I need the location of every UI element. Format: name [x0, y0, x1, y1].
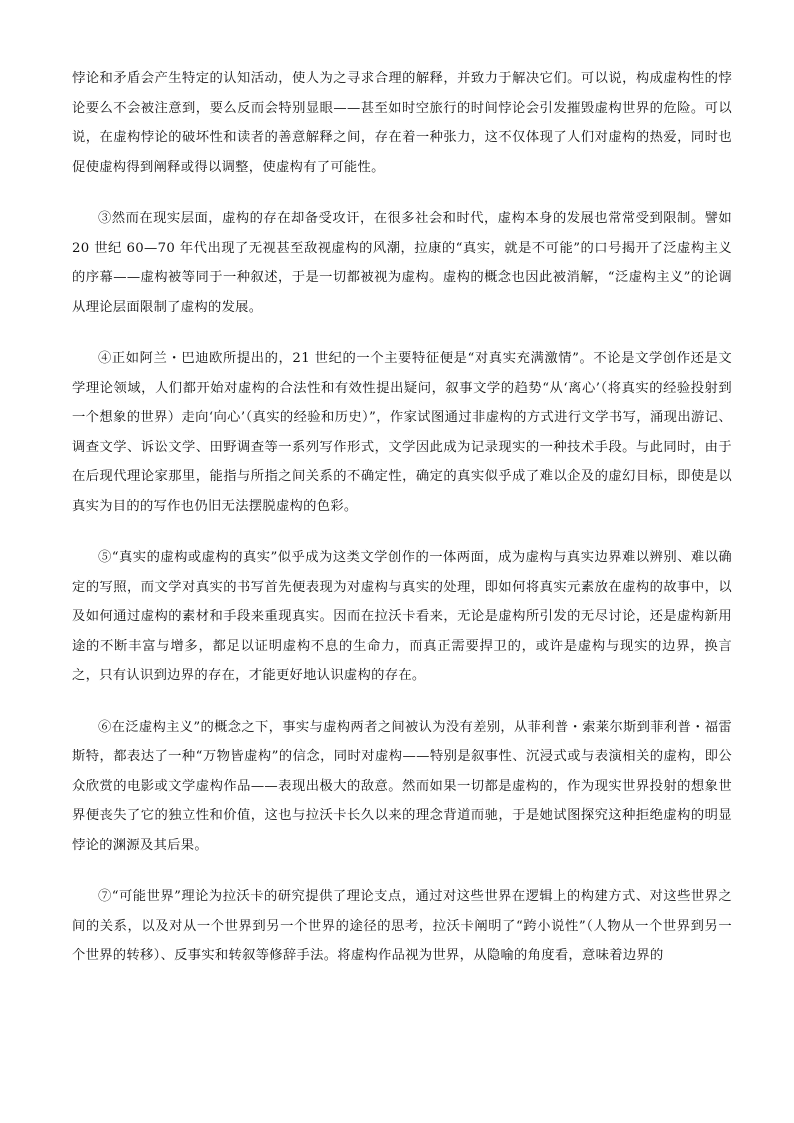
paragraph-4: ④正如阿兰・巴迪欧所提出的，21 世纪的一个主要特征便是“对真实充满激情”。不论是文学创作还是文学理论领域，人们都开始对虚构的合法性和有效性提出疑问，叙事文学的趋势“从‘离心’（将真实的经验投射到一个想象的世界）走向‘向心’（真实的经验和历史）”，作家试图通过非虚构的方式进行文学书写，涌现出游记、调查文学、诉讼文学、田野调查等一系列写作形式，文学因此成为记录现实的一种技术手段。与此同时，由于在后现代理论家那里，能指与所指之间关系的不确定性，确定的真实似乎成了难以企及的虚幻目标，即使是以真实为目的的写作也仍旧无法摆脱虚构的色彩。 [72, 351, 732, 514]
paragraph-continued: 悖论和矛盾会产生特定的认知活动，使人为之寻求合理的解释，并致力于解决它们。可以说，构成虚构性的悖论要么不会被注意到，要么反而会特别显眼——甚至如时空旅行的时间悖论会引发摧毁虚构世界的危险。可以说，在虚构悖论的破坏性和读者的善意解释之间，存在着一种张力，这不仅体现了人们对虚构的热爱，同时也促使虚构得到阐释或得以调整，使虚构有了可能性。 [72, 71, 732, 175]
paragraph-3: ③然而在现实层面，虚构的存在却备受攻讦，在很多社会和时代，虚构本身的发展也常常受到限制。譬如 20 世纪 60—70 年代出现了无视甚至敌视虚构的风潮，拉康的“真实，就是不可能”的口号揭开了泛虚构主义的序幕——虚构被等同于一种叙述，于是一切都被视为虚构。虚构的概念也因此被消解，“泛虚构主义”的论调从理论层面限制了虚构的发展。 [72, 211, 732, 315]
article-body [72, 64, 732, 993]
paragraph-6: ⑥在泛虚构主义”的概念之下，事实与虚构两者之间被认为没有差别，从菲利普・索莱尔斯到菲利普・福雷斯特，都表达了一种“万物皆虚构”的信念，同时对虚构——特别是叙事性、沉浸式或与表演相关的虚构，即公众欣赏的电影或文学虚构作品——表现出极大的敌意。然而如果一切都是虚构的，作为现实世界投射的想象世界便丧失了它的独立性和价值，这也与拉沃卡长久以来的理念背道而驰，于是她试图探究这种拒绝虚构的明显悖论的渊源及其后果。 [72, 719, 732, 853]
paragraph-7: ⑦“可能世界”理论为拉沃卡的研究提供了理论支点，通过对这些世界在逻辑上的构建方式、对这些世界之间的关系，以及对从一个世界到另一个世界的途径的思考，拉沃卡阐明了“跨小说性”（人物从一个世界到另一个世界的转移）、反事实和转叙等修辞手法。将虚构作品视为世界，从隐喻的角度看，意味着边界的 [72, 889, 732, 963]
paragraph-5: ⑤“真实的虚构或虚构的真实”似乎成为这类文学创作的一体两面，成为虚构与真实边界难以辨别、难以确定的写照，而文学对真实的书写首先便表现为对虚构与真实的处理，即如何将真实元素放在虚构的故事中，以及如何通过虚构的素材和手段来重现真实。因而在拉沃卡看来，无论是虚构所引发的无尽讨论，还是虚构新用途的不断丰富与增多，都足以证明虚构不息的生命力，而真正需要捍卫的，或许是虚构与现实的边界，换言之，只有认识到边界的存在，才能更好地认识虚构的存在。 [72, 550, 732, 683]
